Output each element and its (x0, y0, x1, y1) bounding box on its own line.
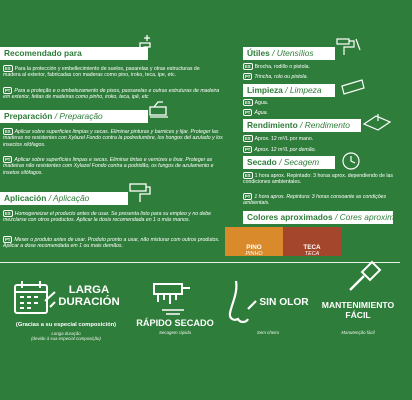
brush-roller-icon (334, 36, 362, 58)
preparacion-pt-text: Aplicar sobre superfícies limpas e secas. Eliminar tintas e vernizes e lixar. Proteger as madeiras não resistentes com Xylazel Fondo contra a podridão, os fungos de azulamento e insetos xilófagos. (3, 157, 214, 176)
limpieza-es (243, 99, 393, 106)
lang-badge-es: ES (245, 173, 251, 178)
utiles-title: Útiles (247, 48, 270, 58)
colores-header (243, 211, 412, 224)
lang-badge-es: ES (5, 129, 11, 134)
feature-larga-line2: DURACIÓN (58, 295, 120, 308)
roller-icon (128, 180, 154, 206)
clock-icon (340, 150, 362, 172)
feature-larga-line1: LARGA (68, 284, 110, 296)
lang-badge-pt: PT (245, 194, 251, 199)
secado-pt (243, 193, 398, 207)
utiles-header (243, 47, 335, 60)
preparacion-pt (3, 156, 231, 176)
rendimiento-title-alt: / Rendimento (300, 120, 350, 130)
aplicacion-title: Aplicación (4, 193, 47, 203)
limpieza-es-text: Agua. (254, 100, 269, 106)
aplicacion-header (0, 192, 128, 205)
lang-badge-pt: PT (5, 88, 11, 93)
calendar-icon (12, 279, 56, 319)
lang-badge-es: ES (5, 211, 11, 216)
feature-mantenimiento-title (318, 300, 398, 320)
feature-sin-olor-title: SIN OLOR (259, 297, 309, 308)
feature-mantenimiento-line2: FÁCIL (345, 310, 371, 320)
recomendado-es-text: Para la protección y embellecimiento de suelos, pasarelas y otras estructuras de madera al exterior, fabricadas con maderas como pino, iroko, teca, ipe, etc. (3, 66, 200, 79)
aplicacion-pt (3, 236, 231, 250)
lang-badge-es: ES (245, 64, 251, 69)
limpieza-header (243, 84, 335, 97)
limpieza-title-alt: / Limpeza (285, 85, 322, 95)
colores-title-alt: / Cores aproximadas (334, 212, 412, 222)
color-sublabel-teca: TECA (304, 251, 320, 257)
feature-rapido-secado-sub: Secagem rápida (159, 330, 191, 335)
color-label-pino: PINO (246, 244, 262, 251)
preparacion-title: Preparación (4, 111, 53, 121)
lang-badge-pt: PT (5, 157, 11, 162)
hand-icon (130, 34, 154, 58)
secado-pt-text: 1 hora aprox. Repintura: 3 horas consoante as condições ambientais. (243, 194, 387, 207)
paintbrush-icon (346, 260, 386, 294)
secado-title: Secado (247, 157, 277, 167)
lang-badge-es: ES (245, 136, 251, 141)
lang-badge-es: ES (245, 100, 251, 105)
utiles-pt-text: Trincha, rolo ou pistola. (254, 74, 308, 80)
secado-es-text: 1 hora aprox. Repintado: 3 horas aprox. dependiendo de las condiciones ambientales. (243, 173, 394, 186)
coverage-icon (362, 112, 392, 132)
feature-mantenimiento-sub: Manutenção fácil (341, 330, 375, 335)
aplicacion-pt-text: Mexer o produto antes de usar. Produto pronto a usar, não misturar com outros produtos. Aplicar a dose recomendada em 1 ou mais demãos. (3, 237, 220, 250)
colores-title: Colores aproximados (247, 212, 333, 222)
rendimiento-pt (243, 146, 393, 153)
section-divider (0, 262, 400, 263)
lang-badge-pt: PT (245, 110, 251, 115)
rendimiento-es (243, 135, 393, 142)
utiles-title-alt: / Utensílios (272, 48, 314, 58)
feature-larga-duracion-desc: (Gracias a su especial composición) (15, 322, 117, 328)
feature-rapido-secado-title: RÁPIDO SECADO (136, 318, 214, 328)
limpieza-title: Limpieza (247, 85, 283, 95)
utiles-es (243, 63, 393, 70)
aplicacion-es-text: Homogeneizar el producto antes de usar. Se presenta listo para su empleo y no debe mezclarse con otros productos. Aplicar la dosis recomendada en 1 o más manos. (3, 211, 212, 224)
lang-badge-pt: PT (5, 237, 11, 242)
preparacion-es-text: Aplicar sobre superficies limpias y secas. Eliminar pinturas y barnices y lijar. Proteger las maderas no resistentes con Xylazel Fondo contra la podredumbre, los hongos del azulado y los insectos xilófagos. (3, 129, 223, 148)
preparacion-es (3, 128, 231, 148)
sanding-icon (146, 100, 172, 122)
lang-badge-pt: PT (245, 74, 251, 79)
brush-icon (148, 280, 192, 316)
lang-badge-pt: PT (245, 147, 251, 152)
secado-es (243, 172, 398, 186)
recomendado-title: Recomendado para (4, 48, 82, 58)
preparacion-header (0, 110, 148, 123)
rendimiento-header (243, 119, 361, 132)
color-sublabel-pino: PINHO (245, 251, 263, 257)
recomendado-es (3, 65, 203, 79)
limpieza-pt-text: Água. (254, 110, 268, 116)
feature-mantenimiento-line1: MANTENIMIENTO (321, 300, 395, 310)
rendimiento-pt-text: Aprox. 12 m²/L por demão. (254, 147, 316, 153)
aplicacion-title-alt: / Aplicação (48, 193, 90, 203)
color-label-teca: TECA (303, 244, 321, 251)
feature-sin-olor-sub: Sem cheiro (256, 330, 280, 335)
feature-larga-duracion-sub1: Longa duração (51, 331, 81, 336)
recomendado-pt (3, 87, 225, 101)
sponge-icon (340, 78, 366, 98)
utiles-pt (243, 73, 393, 80)
rendimiento-es-text: Aprox. 12 m²/L por mano. (254, 136, 314, 142)
preparacion-title-alt: / Preparação (54, 111, 103, 121)
rendimiento-title: Rendimiento (247, 120, 298, 130)
recomendado-header (0, 47, 148, 60)
secado-header (243, 156, 335, 169)
utiles-es-text: Brocha, rodillo o pistola. (254, 64, 310, 70)
feature-larga-duracion-sub2: (devido à sua especial composição) (31, 336, 101, 341)
secado-title-alt: / Secagem (279, 157, 320, 167)
aplicacion-es (3, 210, 231, 224)
feature-larga-duracion-title (54, 285, 124, 308)
lang-badge-es: ES (5, 66, 11, 71)
recomendado-pt-text: Para a proteção e o embelezamento de pisos, passarelas e outras estruturas de madeira em exterior, feitas de madeiras como pinho, iroko, teca, ipê, etc (3, 88, 220, 101)
